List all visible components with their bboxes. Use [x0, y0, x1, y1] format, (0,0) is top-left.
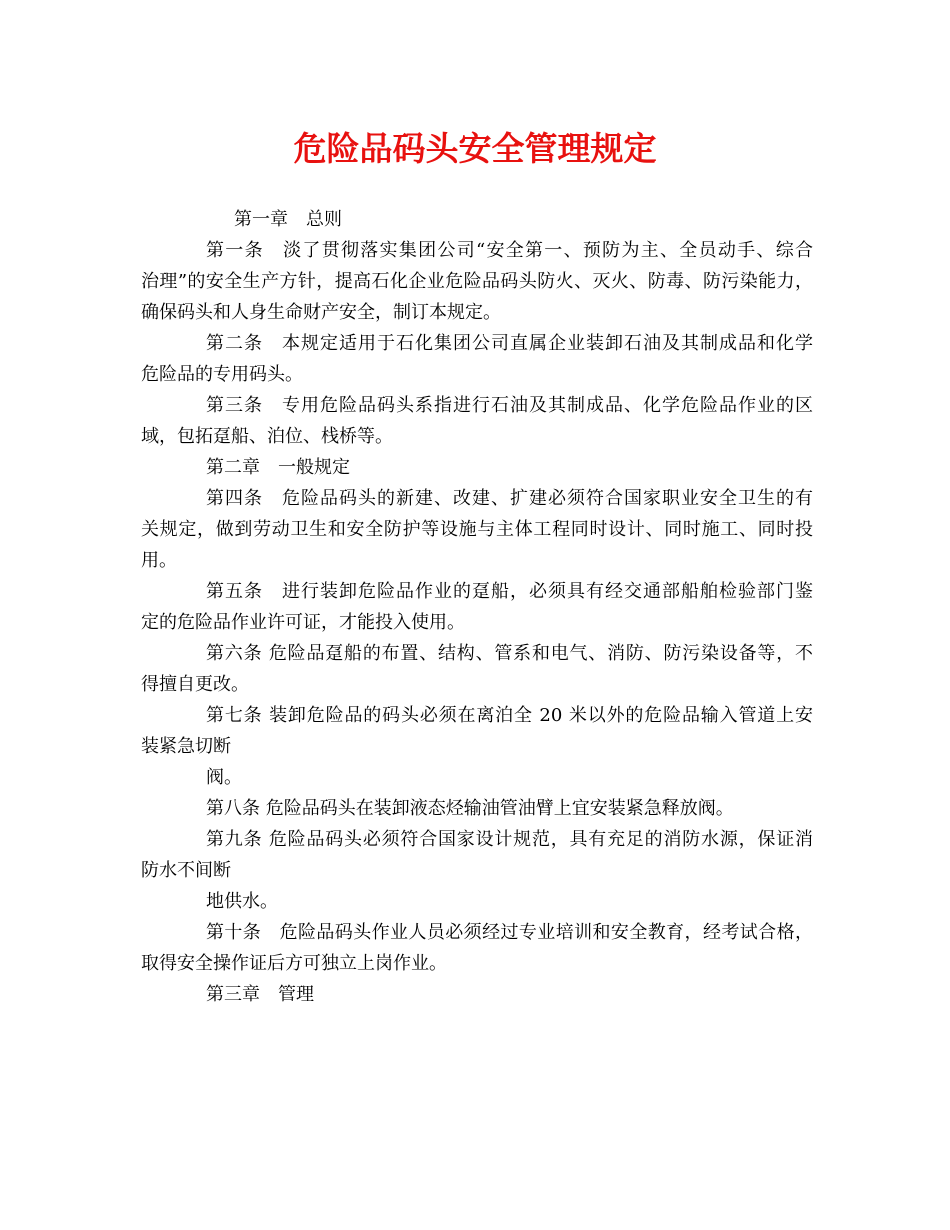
text-line: 装紧急切断 [141, 736, 231, 757]
text-line: 第四条 危险品码头的新建、改建、扩建必须符合国家职业安全卫生的有 [206, 488, 813, 509]
text-line: 第八条 危险品码头在装卸液态烃输油管油臂上宜安装紧急释放阀。 [206, 798, 734, 819]
text-line: 治理”的安全生产方针，提高石化企业危险品码头防火、灭火、防毒、防污染能力， [141, 271, 813, 292]
text-line: 用。 [141, 550, 177, 571]
text-line: 第十条 危险品码头作业人员必须经过专业培训和安全教育，经考试合格， [206, 922, 813, 943]
text-line: 关规定，做到劳动卫生和安全防护等设施与主体工程同时设计、同时施工、同时投 [141, 519, 813, 540]
text-line: 域，包拓趸船、泊位、栈桥等。 [141, 426, 393, 447]
text-line: 确保码头和人身生命财产安全，制订本规定。 [141, 302, 501, 323]
text-line: 危险品的专用码头。 [141, 364, 303, 385]
text-line: 第三条 专用危险品码头系指进行石油及其制成品、化学危险品作业的区 [206, 395, 813, 416]
text-line: 第一条 淡了贯彻落实集团公司“安全第一、预防为主、全员动手、综合 [206, 240, 813, 261]
document-title: 危险品码头安全管理规定 [293, 129, 657, 168]
text-line: 第三章 管理 [206, 984, 314, 1005]
text-line: 第六条 危险品趸船的布置、结构、管系和电气、消防、防污染设备等，不 [206, 643, 813, 664]
document-body [141, 204, 813, 1010]
text-line: 得擅自更改。 [141, 674, 249, 695]
text-line: 阀。 [206, 767, 242, 788]
text-line: 第七条 装卸危险品的码头必须在离泊全 20 米以外的危险品输入管道上安 [206, 705, 813, 726]
text-line: 取得安全操作证后方可独立上岗作业。 [141, 953, 447, 974]
text-line: 第一章 总则 [234, 209, 342, 230]
text-line: 地供水。 [206, 891, 278, 912]
text-line: 第二章 一般规定 [206, 457, 350, 478]
text-line: 第二条 本规定适用于石化集团公司直属企业装卸石油及其制成品和化学 [206, 333, 813, 354]
text-line: 定的危险品作业许可证，才能投入使用。 [141, 612, 465, 633]
text-line: 防水不间断 [141, 860, 231, 881]
text-line: 第五条 进行装卸危险品作业的趸船，必须具有经交通部船舶检验部门鉴 [206, 581, 813, 602]
text-line: 第九条 危险品码头必须符合国家设计规范，具有充足的消防水源，保证消 [206, 829, 813, 850]
